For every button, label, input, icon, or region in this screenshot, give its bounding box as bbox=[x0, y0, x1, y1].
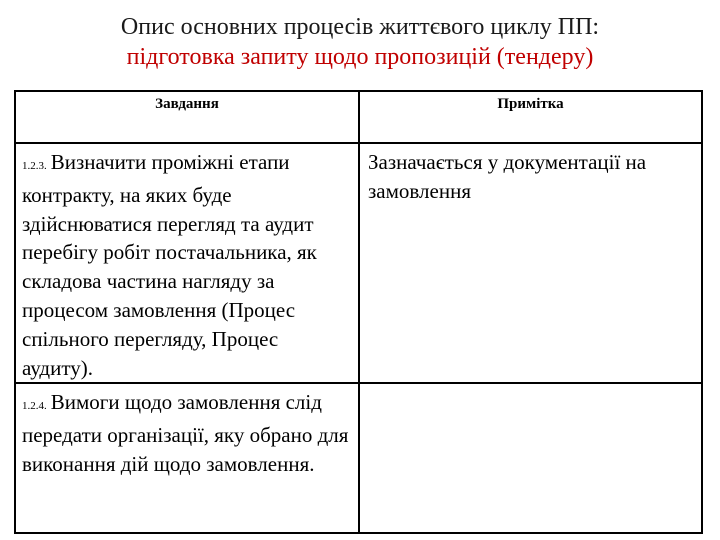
column-header-task: Завдання bbox=[15, 91, 359, 143]
task-text: Визначити проміжні етапи контракту, на яких буде здійснюватися перегляд та аудит перебігу робіт постачальника, як складова частина нагляду за процесом замовлення (Процес спільного перегляду, Процес аудиту). bbox=[22, 150, 317, 380]
task-number: 1.2.4. bbox=[22, 400, 47, 413]
column-header-note: Примітка bbox=[359, 91, 702, 143]
task-cell bbox=[15, 143, 359, 383]
process-table bbox=[14, 90, 703, 534]
table-header-row bbox=[15, 91, 702, 143]
note-text bbox=[360, 384, 701, 388]
note-cell bbox=[359, 143, 702, 383]
note-text: Зазначається у документації на замовлення bbox=[368, 150, 647, 203]
note-cell bbox=[359, 383, 702, 533]
table-row bbox=[15, 383, 702, 533]
table-row bbox=[15, 143, 702, 383]
task-cell bbox=[15, 383, 359, 533]
task-text: Вимоги щодо замовлення слід передати організації, яку обрано для виконання дій щодо замовлення. bbox=[22, 390, 349, 476]
task-number: 1.2.3. bbox=[22, 160, 47, 172]
slide-title-line1: Опис основних процесів життєвого циклу ПП: bbox=[120, 14, 600, 40]
slide-title bbox=[0, 12, 720, 72]
slide-title-line2: підготовка запиту щодо пропозицій (тендеру) bbox=[126, 44, 594, 70]
